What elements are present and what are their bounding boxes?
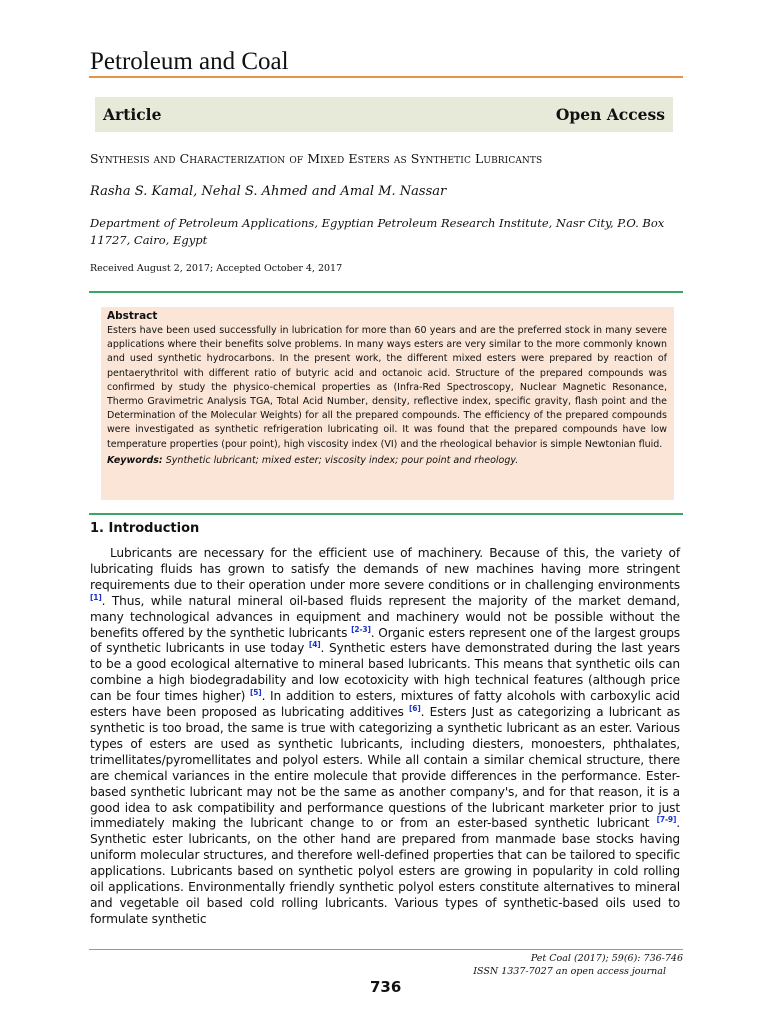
citation-ref[interactable]: [2-3] [351,624,371,634]
affiliation: Department of Petroleum Applications, Egyptian Petroleum Research Institute, Nasr City, P.O. Box 11727, Cairo, Egypt [90,216,665,247]
divider-top [89,291,683,293]
keywords [107,454,667,468]
received-accepted-dates: Received August 2, 2017; Accepted October 4, 2017 [90,263,343,274]
keywords-text: Synthetic lubricant; mixed ester; viscosity index; pour point and rheology. [165,454,519,466]
page-number: 736 [370,978,402,996]
para-text: . Thus, while natural mineral oil-based fluids represent the majority of the market demand, many technological advances in equipment and machinery would not be possible without the benefits offered by the synthetic lubricants [90,593,680,640]
paper-title: Synthesis and Characterization of Mixed Esters as Synthetic Lubricants [90,151,543,166]
open-access-label: Open Access [555,105,665,124]
article-label: Article [103,105,162,124]
para-text: . In addition to esters, mixtures of fatty alcohols with carboxylic acid esters have been proposed as lubricating additives [90,689,680,720]
para-text: . Synthetic esters have demonstrated during the last years to be a good ecological alternative to mineral based lubricants. This means that synthetic oils can combine a high biodegradability and low ecotoxicity with high technical features (although price can be four times higher) [90,641,681,704]
footer-rule [89,949,683,950]
para-text: Lubricants are necessary for the efficient use of machinery. Because of this, the variety of lubricating fluids has grown to satisfy the demands of new machines having more stringent requirements due to their operation under more severe conditions or in challenging environments [90,546,680,592]
citation-ref[interactable]: [1] [90,592,102,602]
authors: Rasha S. Kamal, Nehal S. Ahmed and Amal M. Nassar [90,184,447,199]
header-rule [89,76,683,78]
citation-ref[interactable]: [7-9] [656,815,677,825]
keywords-label: Keywords: [107,454,163,466]
para-text: . Esters Just as categorizing a lubricant as synthetic is too broad, the same is true with categorizing a synthetic lubricant as an ester. Various types of esters are used as synthetic lubricants, including diesters, monoesters, phthalates, trimellitates/pyromellitates and polyol esters. While all contain a similar chemical structure, there are chemical variances in the entire molecule that provide differences in the performance. Ester-based synthetic lubricant may not be the same as another company's, and for that reason, it is a good idea to ask compatibility and performance questions of the lubricant marketer prior to just immediately making the lubricant change to or from an ester-based synthetic lubricant [90,705,681,831]
citation-ref[interactable]: [6] [409,704,421,713]
divider-bottom [89,513,683,515]
footer-issn: ISSN 1337-7027 an open access journal [473,966,666,977]
journal-title: Petroleum and Coal [90,48,289,75]
citation-ref[interactable]: [4] [308,640,321,650]
para-text: . Organic esters represent one of the largest groups of synthetic lubricants in use today [90,625,680,656]
para-text: . Synthetic ester lubricants, on the other hand are prepared from manmade base stocks having uniform molecular structures, and therefore well-defined properties that can be tailored to specific applications. Lubricants based on synthetic polyol esters are growing in popularity in cold rolling oil applications. Environmentally friendly synthetic polyol esters constitute alternatives to mineral and vegetable oil based cold rolling lubricants. Various types of synthetic-based oils used to formulate synthetic [90,816,680,926]
article-type-banner [95,97,673,132]
abstract-box [101,307,674,500]
footer-citation: Pet Coal (2017); 59(6): 736-746 [530,953,683,964]
citation-ref[interactable]: [5] [249,688,262,698]
section-heading: 1. Introduction [90,521,200,536]
abstract-body: Esters have been used successfully in lubrication for more than 60 years and are the preferred stock in many severe applications where their benefits solve problems. In many ways esters are very similar to the more commonly known and used synthetic hydrocarbons. In the present work, the different mixed esters were prepared by reaction of pentaerythritol with different ratio of butyric acid and octanoic acid. Structure of the prepared compounds was confirmed by study the physico-chemical properties as (Infra-Red Spectroscopy, Nuclear Magnetic Resonance, Thermo Gravimetric Analysis TGA, Total Acid Number, density, reflective index, specific gravity, flash point and the Determination of the Molecular Weights) for all the prepared compounds. The efficiency of the prepared compounds were investigated as synthetic refrigeration lubricating oil. It was found that the prepared compounds have low temperature properties (pour point), high viscosity index (VI) and the rheological behavior is simple Newtonian fluid. [107,325,667,450]
introduction-paragraph [90,546,680,928]
abstract-heading: Abstract [107,310,158,322]
